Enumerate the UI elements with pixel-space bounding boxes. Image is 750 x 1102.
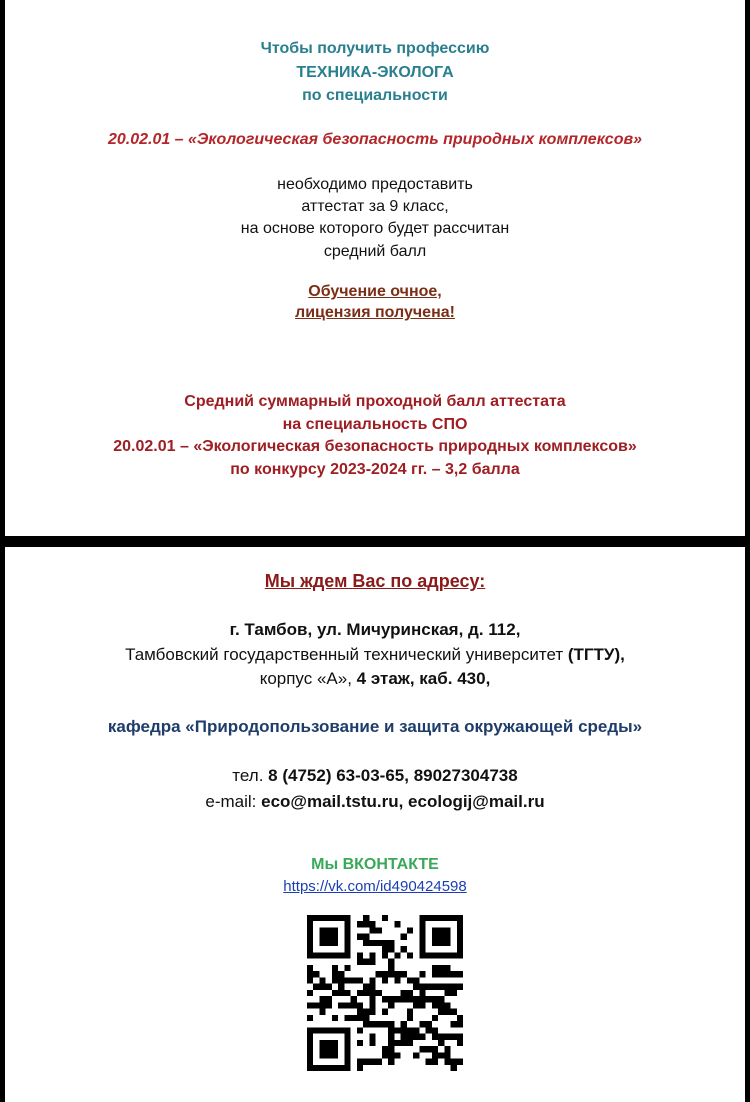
score-line-4: по конкурсу 2023-2024 гг. – 3,2 балла	[230, 461, 520, 478]
qr-code-icon[interactable]	[307, 915, 463, 1071]
address-heading: Мы ждем Вас по адресу:	[264, 571, 486, 591]
requirement-line-1: необходимо предоставить	[277, 176, 473, 193]
score-line-2: на специальность СПО	[282, 416, 468, 433]
department-name: кафедра «Природопользование и защита окружающей среды»	[107, 717, 643, 736]
score-line-3: 20.02.01 – «Экологическая безопасность природных комплексов»	[113, 438, 637, 455]
room: 4 этаж, каб. 430,	[356, 669, 491, 688]
info-page	[5, 0, 745, 536]
requirement-line-2: аттестат за 9 класс,	[301, 198, 449, 215]
intro-line-3: по специальности	[302, 87, 448, 104]
address-line-1: г. Тамбов, ул. Мичуринская, д. 112,	[229, 620, 521, 639]
email-label: e-mail:	[205, 792, 262, 811]
requirement-line-4: средний балл	[323, 243, 427, 260]
vk-title: Мы ВКОНТАКТЕ	[311, 856, 439, 873]
study-line-1: Обучение очное,	[308, 283, 442, 300]
specialty-title: 20.02.01 – «Экологическая безопасность природных комплексов»	[107, 131, 643, 148]
address-line-3	[5, 669, 745, 689]
phone-value: 8 (4752) 63-03-65, 89027304738	[268, 766, 518, 785]
contacts-page	[5, 547, 745, 1102]
address-line-2	[5, 645, 745, 665]
university-abbr: (ТГТУ),	[567, 645, 625, 664]
intro-line-2: ТЕХНИКА-ЭКОЛОГА	[296, 64, 454, 81]
vk-link-row	[5, 878, 745, 896]
requirement-line-3: на основе которого будет рассчитан	[240, 220, 510, 237]
university-name: Тамбовский государственный технический университет	[125, 645, 568, 664]
email-value: eco@mail.tstu.ru, ecologij@mail.ru	[261, 792, 545, 811]
study-line-2: лицензия получена!	[295, 304, 455, 321]
intro-line-1: Чтобы получить профессию	[260, 40, 490, 57]
building: корпус «А»,	[259, 669, 357, 688]
vk-link[interactable]: https://vk.com/id490424598	[283, 878, 467, 895]
phone-label: тел.	[232, 766, 269, 785]
email-line	[5, 792, 745, 812]
score-line-1: Средний суммарный проходной балл аттестата	[184, 393, 566, 410]
phone-line	[5, 766, 745, 786]
